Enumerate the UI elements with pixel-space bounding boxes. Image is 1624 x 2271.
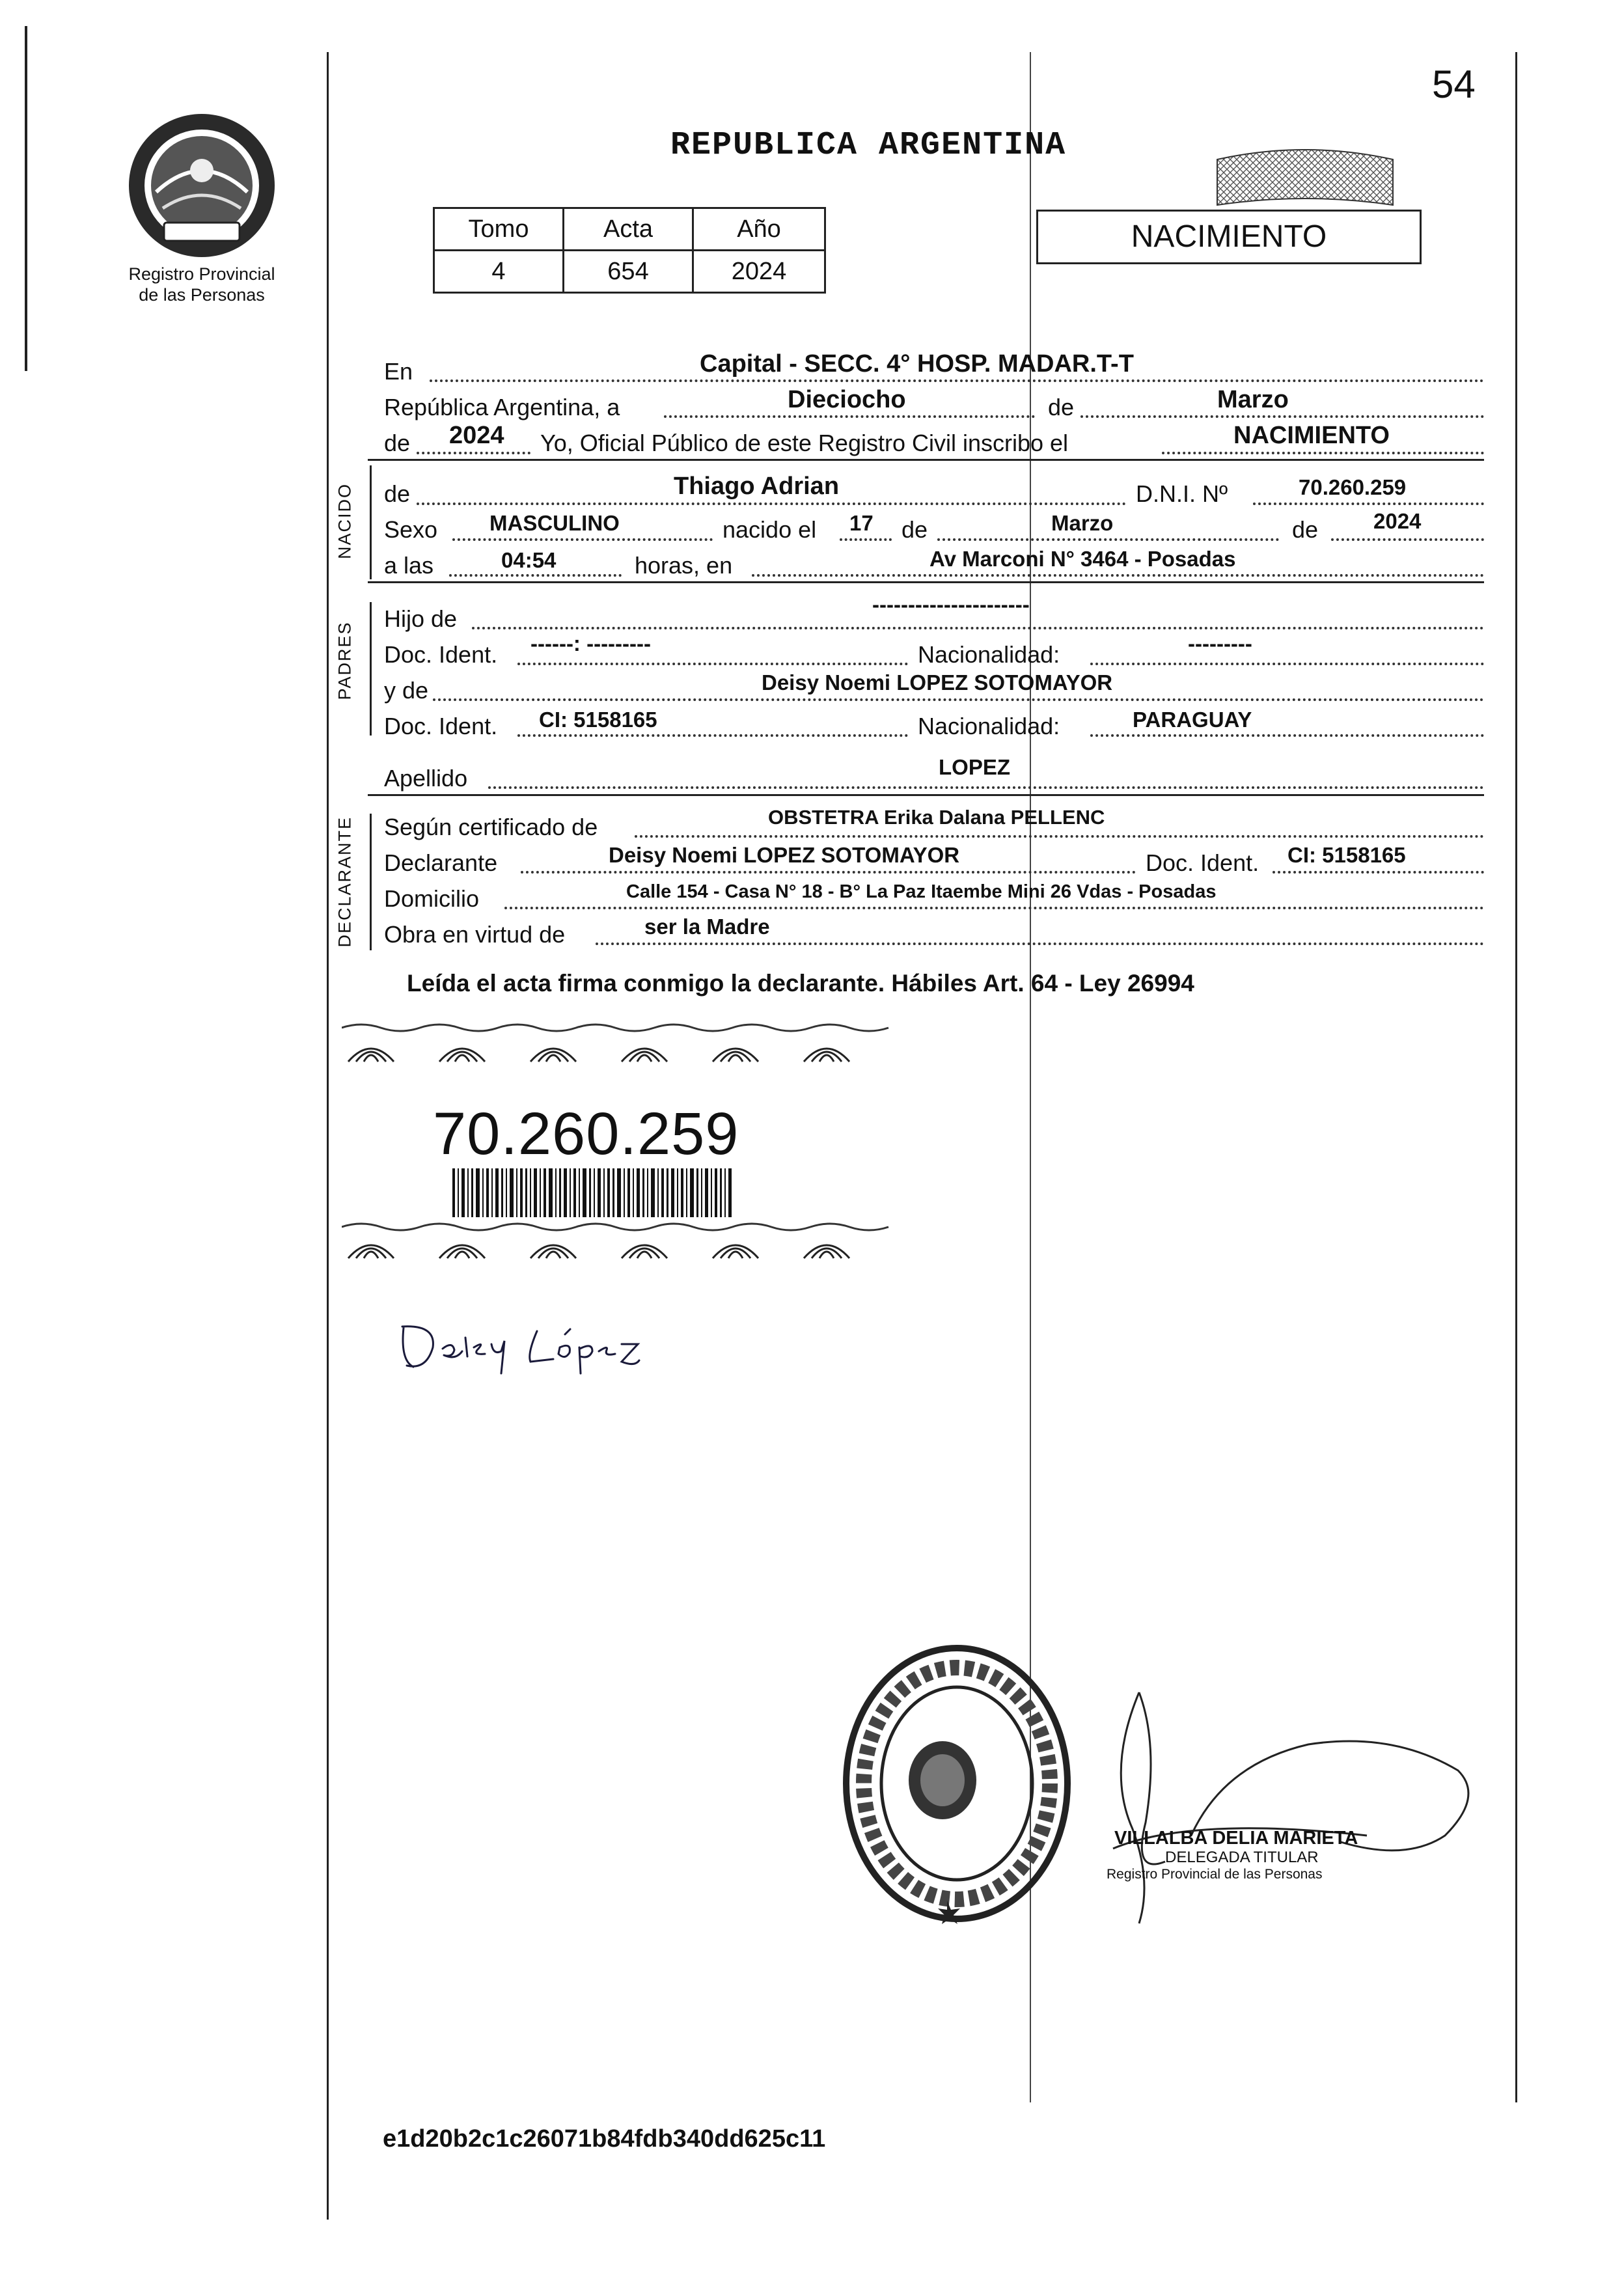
page-number: 54 bbox=[1432, 62, 1476, 106]
value-father-nationality: --------- bbox=[1188, 631, 1252, 655]
document-hash: e1d20b2c1c26071b84fdb340dd625c11 bbox=[383, 2125, 826, 2153]
value-father-doc: ------: --------- bbox=[530, 631, 651, 655]
official-signature-icon bbox=[1094, 1666, 1471, 1927]
label-y-de: y de bbox=[384, 677, 429, 704]
id-sticker-number: 70.260.259 bbox=[433, 1101, 739, 1167]
dots-birth-time bbox=[449, 574, 622, 577]
value-birth-place: Av Marconi N° 3464 - Posadas bbox=[929, 547, 1236, 571]
label-a-las: a las bbox=[384, 552, 434, 579]
closing-text: Leída el acta firma conmigo la declarante. Hábiles Art. 64 - Ley 26994 bbox=[407, 970, 1194, 997]
label-horas-en: horas, en bbox=[635, 552, 733, 579]
label-obra-en-virtud: Obra en virtud de bbox=[384, 921, 566, 948]
dots-father-doc bbox=[517, 663, 908, 665]
header-tomo: Tomo bbox=[434, 208, 564, 251]
separator-3 bbox=[368, 794, 1484, 796]
declarant-signature-icon bbox=[397, 1308, 644, 1380]
value-declarant-doc: CI: 5158165 bbox=[1287, 843, 1406, 867]
dots-year bbox=[417, 452, 530, 454]
dots-republica-day bbox=[664, 415, 1035, 418]
label-nacionalidad-father: Nacionalidad: bbox=[918, 641, 1060, 668]
value-dni: 70.260.259 bbox=[1299, 475, 1407, 499]
bottom-guilloche-ribbon-icon bbox=[342, 1214, 908, 1259]
label-doc-ident-declarant: Doc. Ident. bbox=[1146, 849, 1259, 876]
label-nacido-el: nacido el bbox=[723, 516, 817, 543]
left-margin-line bbox=[25, 26, 27, 371]
dots-mother-doc bbox=[517, 734, 908, 737]
bracket-declarante bbox=[370, 814, 372, 950]
record-table-value-row bbox=[434, 251, 825, 293]
label-hijo-de: Hijo de bbox=[384, 605, 458, 632]
label-de-birth-month: de bbox=[901, 516, 928, 543]
value-father-name: ---------------------- bbox=[872, 592, 1030, 616]
label-dni: D.N.I. Nº bbox=[1136, 480, 1228, 507]
section-label-declarante: DECLARANTE bbox=[335, 816, 355, 948]
value-child-name: Thiago Adrian bbox=[674, 473, 840, 500]
separator-1 bbox=[368, 459, 1484, 461]
dots-act-type bbox=[1162, 452, 1484, 454]
security-seal-icon bbox=[1204, 146, 1406, 212]
section-label-nacido: NACIDO bbox=[335, 483, 355, 560]
label-republica: República Argentina, a bbox=[384, 394, 620, 420]
label-doc-ident-father: Doc. Ident. bbox=[384, 641, 498, 668]
value-birth-time: 04:54 bbox=[501, 548, 557, 572]
official-role: DELEGADA TITULAR bbox=[1165, 1849, 1319, 1866]
dots-month bbox=[1080, 415, 1484, 418]
separator-2 bbox=[368, 581, 1484, 583]
barcode-icon bbox=[452, 1168, 732, 1217]
dots-mother-nationality bbox=[1090, 734, 1484, 737]
value-year: 2024 bbox=[449, 422, 504, 449]
label-sexo: Sexo bbox=[384, 516, 438, 543]
value-acta: 654 bbox=[564, 251, 693, 293]
bracket-padres bbox=[370, 602, 372, 736]
label-de-month: de bbox=[1048, 394, 1075, 420]
dots-address bbox=[504, 907, 1484, 909]
label-apellido: Apellido bbox=[384, 765, 468, 791]
provincial-seal-icon bbox=[124, 111, 280, 260]
official-stamp-icon bbox=[840, 1640, 1074, 1927]
bracket-nacido bbox=[370, 465, 372, 579]
dots-sex bbox=[452, 538, 713, 541]
dots-father-name bbox=[472, 627, 1484, 629]
value-surname: LOPEZ bbox=[939, 755, 1011, 779]
value-place: Capital - SECC. 4° HOSP. MADAR.T-T bbox=[700, 350, 1134, 378]
dots-surname bbox=[488, 786, 1484, 789]
value-tomo: 4 bbox=[434, 251, 564, 293]
content-right-border bbox=[1515, 52, 1517, 2102]
content-left-border bbox=[327, 52, 329, 2220]
logo-caption: Registro Provincial de las Personas bbox=[128, 264, 275, 305]
value-month: Marzo bbox=[1217, 386, 1289, 413]
country-title: REPUBLICA ARGENTINA bbox=[670, 127, 1067, 164]
dots-birth-year bbox=[1331, 538, 1484, 541]
label-de-child: de bbox=[384, 480, 411, 507]
label-nacionalidad-mother: Nacionalidad: bbox=[918, 713, 1060, 739]
dots-mother-name bbox=[433, 698, 1484, 701]
value-mother-nationality: PARAGUAY bbox=[1133, 708, 1252, 732]
value-certificate: OBSTETRA Erika Dalana PELLENC bbox=[768, 806, 1105, 829]
value-birth-day: 17 bbox=[849, 511, 874, 535]
dots-child-name bbox=[417, 502, 1126, 505]
record-table bbox=[433, 207, 826, 294]
label-yo-oficial: Yo, Oficial Público de este Registro Civil inscribo el bbox=[540, 430, 1069, 456]
value-declarant: Deisy Noemi LOPEZ SOTOMAYOR bbox=[609, 843, 960, 867]
dots-declarant bbox=[521, 871, 1136, 874]
value-anio: 2024 bbox=[693, 251, 825, 293]
label-doc-ident-mother: Doc. Ident. bbox=[384, 713, 498, 739]
section-label-padres: PADRES bbox=[335, 621, 355, 700]
value-birth-year: 2024 bbox=[1373, 509, 1422, 533]
label-de-year: de bbox=[384, 430, 411, 456]
header-anio: Año bbox=[693, 208, 825, 251]
official-name: VILLALBA DELIA MARIETA bbox=[1114, 1828, 1358, 1849]
value-sex: MASCULINO bbox=[489, 511, 620, 535]
value-mother-name: Deisy Noemi LOPEZ SOTOMAYOR bbox=[762, 670, 1113, 695]
label-de-birth-year: de bbox=[1292, 516, 1319, 543]
dots-birth-day bbox=[840, 538, 892, 541]
top-guilloche-ribbon-icon bbox=[342, 1019, 908, 1064]
official-org: Registro Provincial de las Personas bbox=[1107, 1867, 1323, 1882]
dots-in-virtue bbox=[596, 943, 1484, 945]
document-type-box: NACIMIENTO bbox=[1036, 210, 1422, 264]
dots-declarant-doc bbox=[1273, 871, 1484, 874]
dots-dni bbox=[1253, 502, 1484, 505]
label-declarante: Declarante bbox=[384, 849, 498, 876]
value-mother-doc: CI: 5158165 bbox=[539, 708, 657, 732]
label-domicilio: Domicilio bbox=[384, 885, 480, 912]
dots-certificate bbox=[635, 835, 1484, 838]
dots-en bbox=[430, 379, 1484, 382]
value-act-type: NACIMIENTO bbox=[1233, 422, 1390, 449]
label-segun-certificado: Según certificado de bbox=[384, 814, 598, 840]
value-day: Dieciocho bbox=[788, 386, 906, 413]
value-address: Calle 154 - Casa N° 18 - B° La Paz Itaembe Mini 26 Vdas - Posadas bbox=[626, 881, 1217, 902]
record-table-header-row bbox=[434, 208, 825, 251]
dots-birth-month bbox=[937, 538, 1279, 541]
header-acta: Acta bbox=[564, 208, 693, 251]
dots-father-nationality bbox=[1090, 663, 1484, 665]
label-en: En bbox=[384, 358, 413, 385]
dots-birth-place bbox=[752, 574, 1484, 577]
value-birth-month: Marzo bbox=[1051, 511, 1114, 535]
value-in-virtue: ser la Madre bbox=[644, 915, 770, 939]
